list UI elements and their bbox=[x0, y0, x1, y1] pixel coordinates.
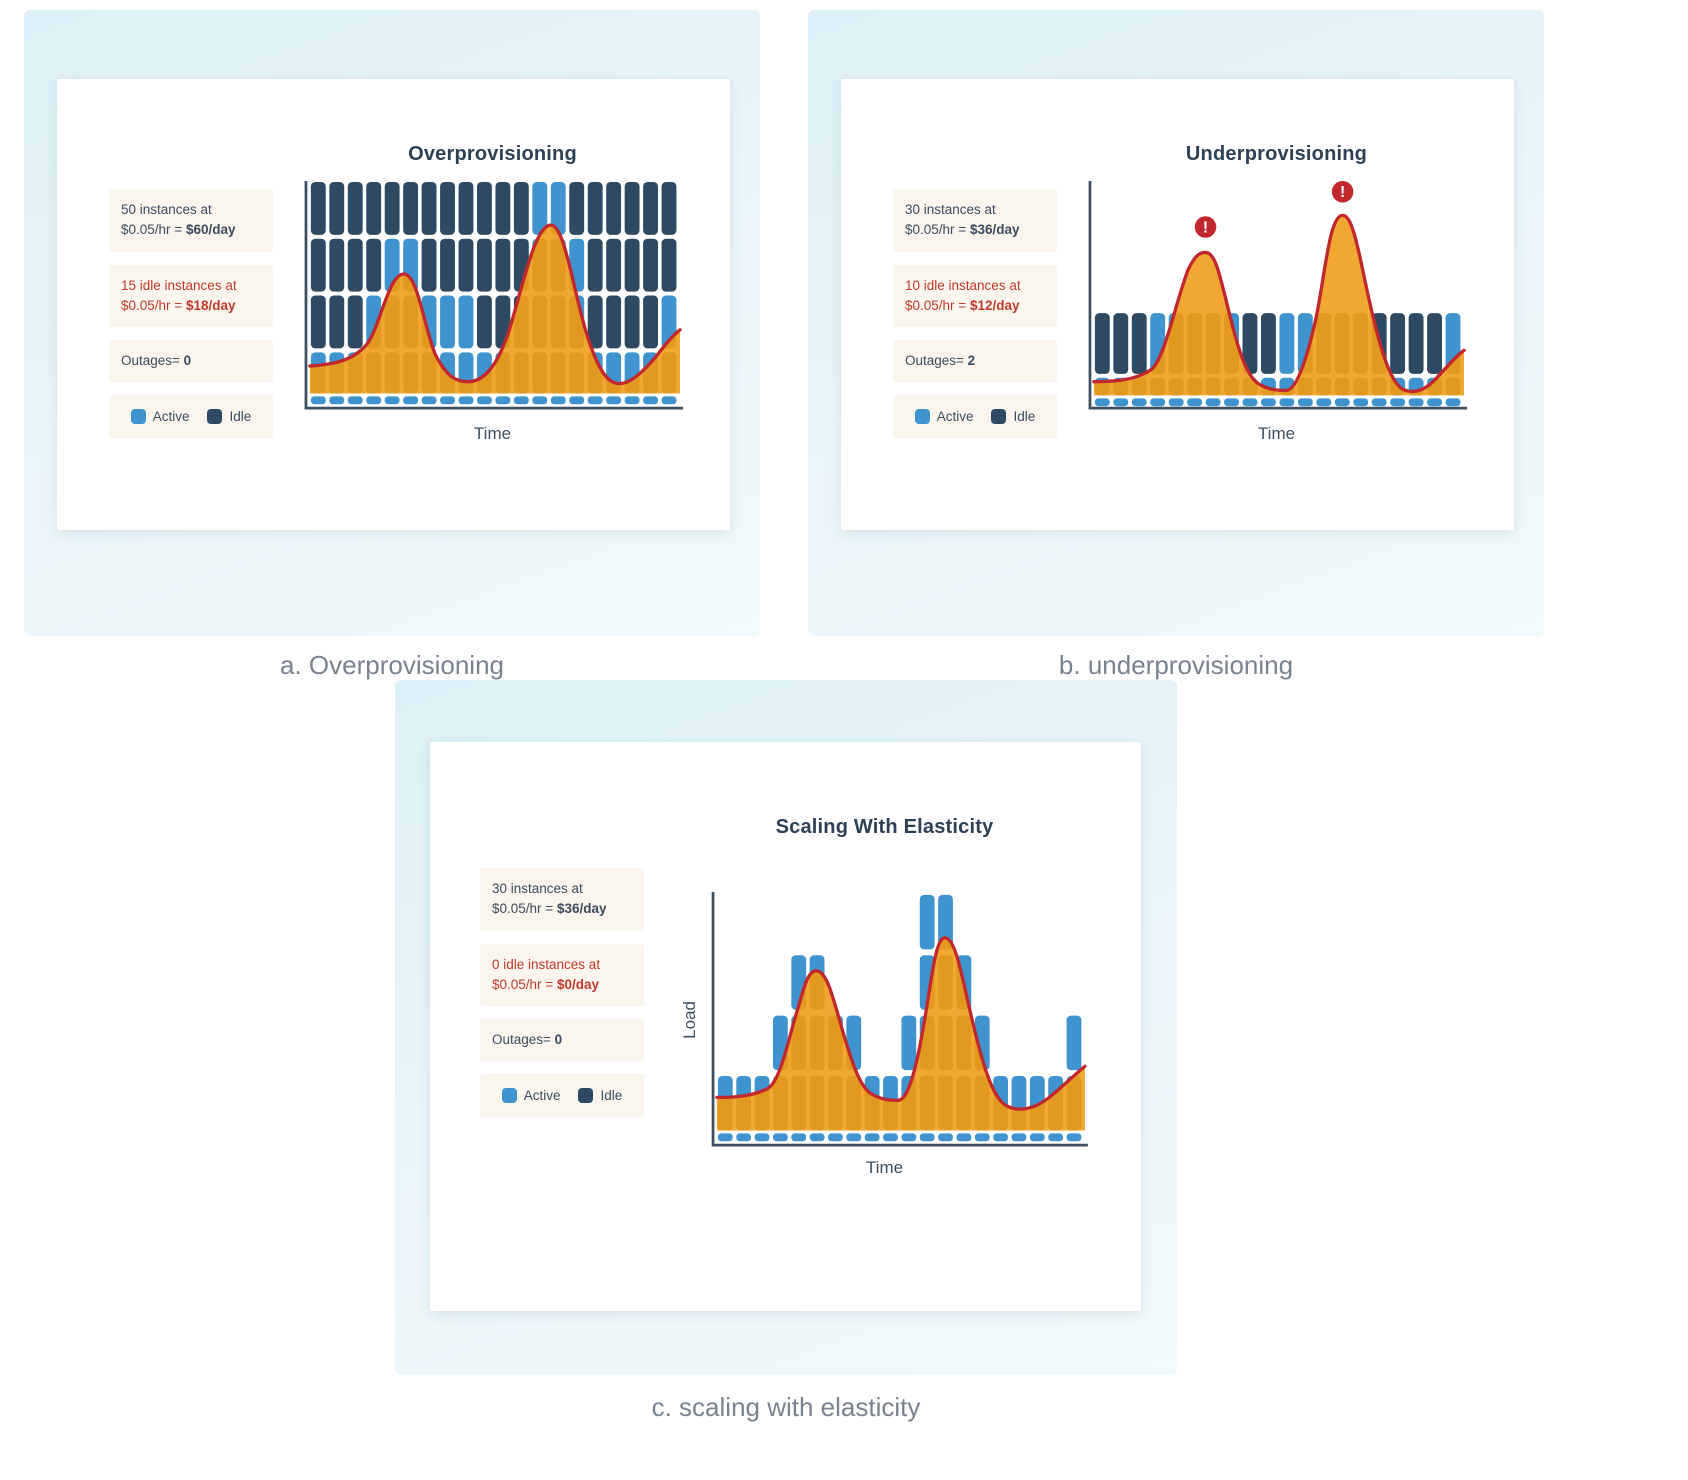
instances-cost-box bbox=[893, 189, 1057, 252]
legend-item-active bbox=[915, 409, 974, 424]
stats-column bbox=[109, 189, 273, 530]
active-swatch-icon bbox=[915, 409, 930, 424]
outages-value: 0 bbox=[554, 1032, 563, 1047]
caption-elasticity: c. scaling with elasticity bbox=[651, 1392, 921, 1422]
idle-cost-box bbox=[109, 265, 273, 328]
chart-title: Overprovisioning bbox=[408, 143, 577, 165]
idle-rate: $0.05/hr = bbox=[492, 976, 557, 992]
instances-rate: $0.05/hr = bbox=[492, 901, 557, 917]
outages-label: Outages= bbox=[905, 353, 968, 368]
plot-row bbox=[680, 891, 1089, 1149]
chart-title: Scaling With Elasticity bbox=[775, 816, 994, 838]
idle-cost-box bbox=[893, 265, 1057, 328]
idle-cost-box bbox=[480, 944, 644, 1007]
idle-rate: $0.05/hr = bbox=[905, 297, 970, 313]
y-axis-label: Load bbox=[680, 1001, 699, 1039]
instances-cost-value: $36/day bbox=[556, 901, 607, 917]
instances-rate: $0.05/hr = bbox=[905, 222, 970, 238]
caption-underprovisioning: b. underprovisioning bbox=[1058, 650, 1294, 680]
legend-active-label: Active bbox=[152, 409, 190, 425]
legend-idle-label: Idle bbox=[600, 1088, 623, 1104]
legend bbox=[109, 395, 273, 438]
instances-rate: $0.05/hr = bbox=[121, 222, 186, 238]
underprovisioning-card bbox=[841, 79, 1514, 530]
caption-overprovisioning: a. Overprovisioning bbox=[280, 650, 504, 680]
idle-rate: $0.05/hr = bbox=[121, 297, 186, 313]
instances-cost-value: $60/day bbox=[185, 222, 236, 238]
legend-active-label: Active bbox=[936, 409, 974, 425]
legend bbox=[893, 395, 1057, 438]
outages-box bbox=[109, 340, 273, 382]
idle-cost-value: $18/day bbox=[185, 297, 236, 313]
idle-cost-value: $0/day bbox=[556, 976, 599, 992]
overprovisioning-panel bbox=[24, 10, 760, 636]
legend-item-active bbox=[131, 409, 190, 424]
instances-line: 50 instances at bbox=[121, 202, 212, 217]
instances-line: 30 instances at bbox=[905, 202, 996, 217]
outages-label: Outages= bbox=[492, 1032, 555, 1047]
legend-item-idle bbox=[991, 409, 1035, 424]
svg-text:!: ! bbox=[1202, 219, 1208, 237]
outages-box bbox=[480, 1019, 644, 1061]
idle-swatch-icon bbox=[207, 409, 222, 424]
instances-cost-value: $36/day bbox=[969, 222, 1020, 238]
outages-label: Outages= bbox=[121, 353, 184, 368]
stats-column bbox=[893, 189, 1057, 530]
chart-title: Underprovisioning bbox=[1185, 143, 1368, 165]
legend-item-idle bbox=[207, 409, 251, 424]
active-swatch-icon bbox=[131, 409, 146, 424]
chart-column bbox=[662, 816, 1107, 1311]
chart-column bbox=[1079, 143, 1474, 530]
underprovisioning-panel bbox=[808, 10, 1544, 636]
idle-cost-value: $12/day bbox=[969, 297, 1020, 313]
legend-idle-label: Idle bbox=[229, 409, 252, 425]
svg-text:!: ! bbox=[1339, 184, 1345, 202]
chart-column bbox=[295, 143, 690, 530]
idle-line: 0 idle instances at bbox=[492, 956, 601, 972]
instances-cost-box bbox=[109, 189, 273, 252]
outages-box bbox=[893, 340, 1057, 382]
overprovisioning-chart bbox=[302, 180, 684, 415]
elasticity-panel bbox=[395, 680, 1177, 1375]
legend-item-active bbox=[502, 1088, 561, 1103]
outages-value: 0 bbox=[183, 353, 192, 368]
active-swatch-icon bbox=[502, 1088, 517, 1103]
underprovisioning-chart bbox=[1086, 180, 1468, 415]
instances-cost-box bbox=[480, 868, 644, 931]
stats-column bbox=[480, 868, 644, 1311]
overprovisioning-card bbox=[57, 79, 730, 530]
elasticity-chart bbox=[709, 891, 1089, 1149]
idle-swatch-icon bbox=[991, 409, 1006, 424]
x-axis-label: Time bbox=[473, 424, 512, 443]
x-axis-label: Time bbox=[1257, 424, 1296, 443]
legend-idle-label: Idle bbox=[1013, 409, 1036, 425]
idle-line: 10 idle instances at bbox=[905, 277, 1021, 293]
instances-line: 30 instances at bbox=[492, 881, 583, 896]
x-axis-label: Time bbox=[865, 1158, 904, 1177]
idle-swatch-icon bbox=[578, 1088, 593, 1103]
legend-item-idle bbox=[578, 1088, 622, 1103]
outages-value: 2 bbox=[967, 353, 976, 368]
elasticity-card bbox=[430, 742, 1141, 1311]
legend-active-label: Active bbox=[523, 1088, 561, 1104]
idle-line: 15 idle instances at bbox=[121, 277, 237, 293]
legend bbox=[480, 1074, 644, 1117]
